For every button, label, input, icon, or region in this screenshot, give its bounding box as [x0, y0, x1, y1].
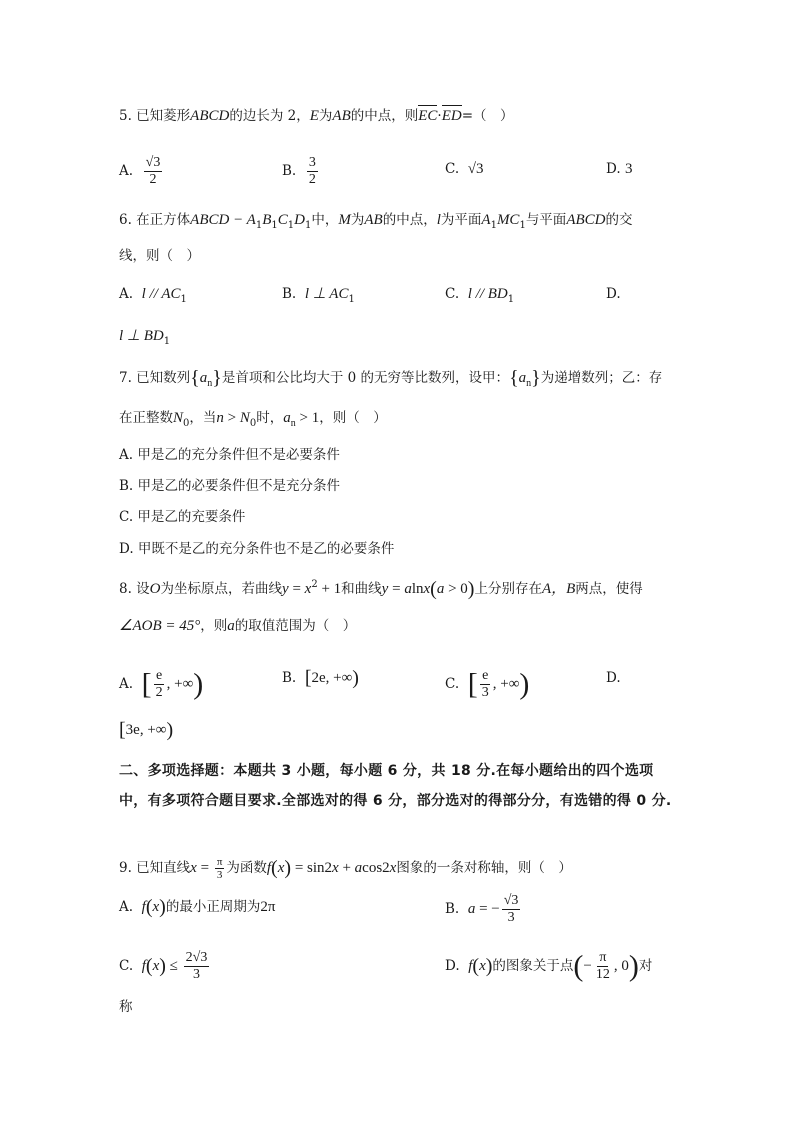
q7-option-d: D. 甲既不是乙的充分条件也不是乙的必要条件: [119, 541, 395, 557]
q7-option-a: A. 甲是乙的充分条件但不是必要条件: [119, 447, 340, 463]
q5-stem: 5. 已知菱形ABCD的边长为 2，E为AB的中点，则EC·ED=（ ）: [119, 108, 514, 124]
q9-stem: 9. 已知直线x = $\frac{\pi}{3}$ 为函数f(x) = sin2x + acos2x图象的一条对称轴，则（ ）: [119, 856, 572, 881]
q6-option-a: A. l // $AC_1$: [119, 286, 187, 305]
q7-option-c: C. 甲是乙的充要条件: [119, 509, 246, 525]
q5-option-d: D. 3: [606, 161, 633, 177]
q5-option-b: B. $\frac{3}{2}$: [282, 155, 316, 187]
q5-option-a: A. $\frac{√3}{2}$: [119, 155, 161, 187]
q8-option-d-wrap: [3e, +∞): [119, 719, 174, 741]
q8-option-d: D.: [606, 670, 621, 686]
q7-stem: 7. 已知数列$\{a_n\}$是首项和公比均大于 0 的无穷等比数列，设甲：$\{a_n\}$为递增数列；乙：存: [119, 367, 663, 389]
q8-option-a: A. [ $\frac{e}{2}$ , +∞): [119, 667, 204, 701]
q7-option-b: B. 甲是乙的必要条件但不是充分条件: [119, 478, 341, 494]
q9-option-d: D. f(x)的图象关于点(− $\frac{\pi}{12}$ , 0)对: [445, 949, 653, 983]
q8-option-b: B. [2e, +∞): [282, 667, 359, 689]
q8-option-c: C. [ $\frac{e}{3}$ , +∞): [445, 667, 530, 701]
q6-stem: 6. 在正方体ABCD − $A_1B_1C_1D_1$中，M为AB的中点，l为平面$A_1MC_1$与平面ABCD的交: [119, 212, 633, 231]
q8-stem: 8. 设O为坐标原点，若曲线$y = x^2 + 1$和曲线y = alnx(a > 0)上分别存在A，B两点，使得: [119, 578, 643, 600]
q6-option-c: C. l // $BD_1$: [445, 286, 515, 305]
q6-option-b: B. l ⊥ $AC_1$: [282, 286, 355, 305]
q9-option-b: B. a = − $\frac{√3}{3}$: [445, 893, 519, 925]
q9-option-d-wrap: 称: [119, 999, 133, 1015]
q9-option-c: C. f(x) ≤ $\frac{2√3}{3}$: [119, 950, 208, 982]
q6-stem-line2: 线，则（ ）: [119, 248, 200, 264]
q9-option-a: A. f(x)的最小正周期为2π: [119, 896, 276, 918]
q6-option-d-wrap: l ⊥ $BD_1$: [119, 328, 171, 347]
q6-option-d: D.: [606, 286, 621, 302]
q5-option-c: C. √3: [445, 161, 484, 177]
q8-stem-line2: ∠AOB = 45°，则a的取值范围为（ ）: [119, 618, 357, 634]
section2-heading: 二、多项选择题：本题共 3 小题，每小题 6 分，共 18 分.在每小题给出的四个选项中，有多项符合题目要求.全部选对的得 6 分，部分选对的得部分分，有选错的得 0 分.: [119, 763, 672, 809]
q7-stem-line2: 在正整数$N_0$，当$n > N_0$时，$a_n > 1$，则（ ）: [119, 410, 387, 429]
